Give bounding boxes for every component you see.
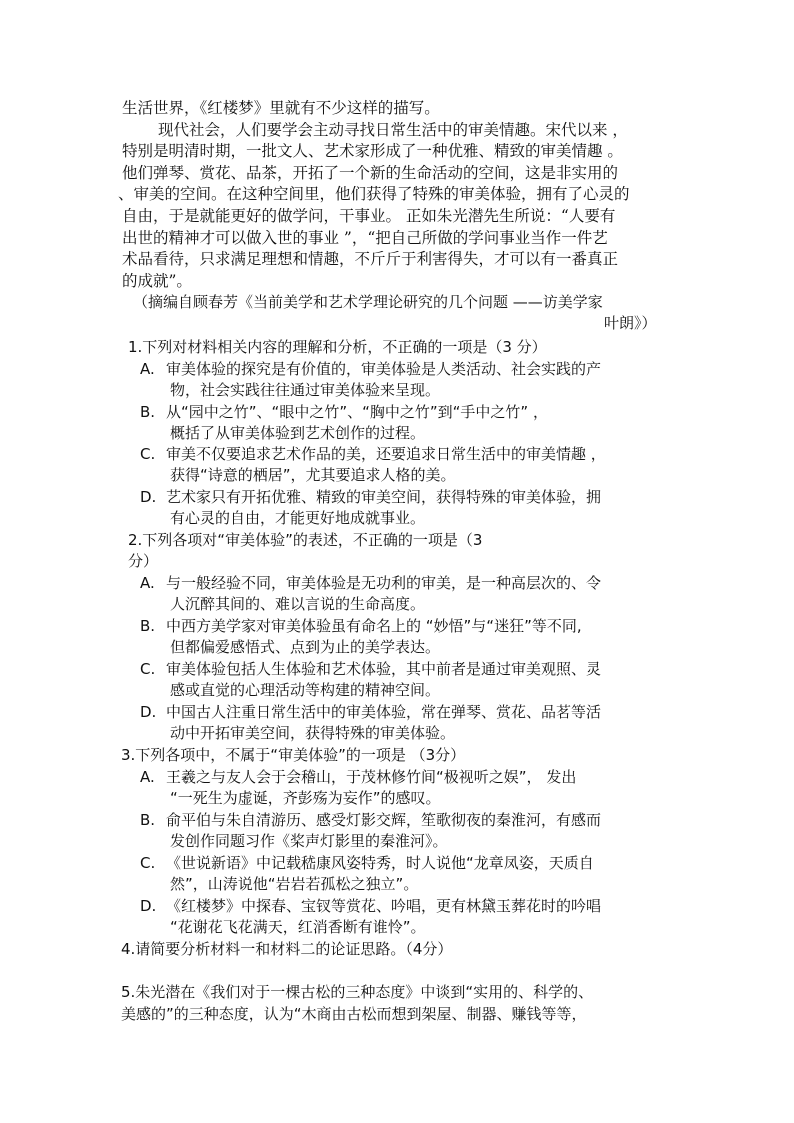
option-text: 发创作同题习作《桨声灯影里的秦淮河》。 [170,832,448,850]
option-letter: C. [140,854,156,872]
option-text: 中国古人注重日常生活中的审美体验，常在弹琴、赏花、品茗等活 [166,703,602,721]
option-letter: B. [140,403,156,421]
passage-line: 生活世界，《红楼梦》里就有不少这样的描写。 [122,99,440,117]
option-letter: A. [140,768,155,786]
option-text: 有心灵的自由，才能更好地成就事业。 [170,509,426,527]
option-text: 然”，山涛说他“岩岩若孤松之独立”。 [170,875,419,893]
option-text: 获得“诗意的栖居”，尤其要追求人格的美。 [170,466,456,484]
question-stem: 4.请简要分析材料一和材料二的论证思路。（4分） [121,940,453,958]
passage-line: 自由，于是就能更好的做学问，干事业。 正如朱光潜先生所说：“人要有 [122,207,616,225]
passage-line: 他们弹琴、赏花、品茶，开拓了一个新的生命活动的空间，这是非实用的 [122,164,619,182]
option-text: “一死生为虚诞，齐彭殇为妄作”的感叹。 [170,789,441,807]
question-stem: 2.下列各项对“审美体验”的表述，不正确的一项是（3 [128,531,483,549]
option-text: 俞平伯与朱自清游历、感受灯影交辉，笙歌彻夜的秦淮河，有感而 [166,811,602,829]
option-letter: A. [140,360,155,378]
passage-line: 术品看待，只求满足理想和情趣，不斤斤于利害得失，才可以有一番真正 [122,250,619,268]
option-text: 感或直觉的心理活动等构建的精神空间。 [170,681,441,699]
option-text: 物，社会实践往往通过审美体验来呈现。 [170,381,441,399]
question-stem: 3.下列各项中，不属于“审美体验”的一项是 （3分） [121,746,466,764]
option-text: 审美体验包括人生体验和艺术体验，其中前者是通过审美观照、灵 [166,660,602,678]
passage-line: 现代社会，人们要学会主动寻找日常生活中的审美情趣。宋代以来 ， [158,121,628,139]
question-stem: 1.下列对材料相关内容的理解和分析，不正确的一项是（3 分） [128,338,547,356]
passage-line: 、审美的空间。在这种空间里，他们获得了特殊的审美体验，拥有了心灵的 [118,185,630,203]
option-text: 概括了从审美体验到艺术创作的过程。 [170,424,426,442]
option-text: 《世说新语》中记载嵇康风姿特秀，时人说他“龙章凤姿，天质自 [166,854,594,872]
option-text: 与一般经验不同，审美体验是无功利的审美，是一种高层次的、令 [166,574,602,592]
question-stem: 5.朱光潜在《我们对于一棵古松的三种态度》中谈到“实用的、科学的、 [121,983,594,1001]
option-letter: D. [140,897,157,915]
option-text: 从“园中之竹”、“眼中之竹”、“胸中之竹”到“手中之竹” ， [166,403,548,421]
option-text: 中西方美学家对审美体验虽有命名上的 “妙悟”与“迷狂”等不同, [166,617,582,635]
source-citation: 叶朗》） [604,314,657,332]
option-text: “花谢花飞花满天，红消香断有谁怜”。 [170,918,426,936]
option-text: 动中开拓审美空间，获得特殊的审美体验。 [170,724,456,742]
option-text: 《红楼梦》中探春、宝钗等赏花、吟唱，更有林黛玉葬花时的吟唱 [166,897,602,915]
source-citation: （摘编自顾春芳《当前美学和艺术学理论研究的几个问题 ——访美学家 [133,293,603,311]
option-text: 艺术家只有开拓优雅、精致的审美空间，获得特殊的审美体验，拥 [166,488,602,506]
passage-line: 的成就”。 [122,272,192,290]
option-letter: B. [140,617,156,635]
passage-line: 出世的精神才可以做入世的事业 ”，“把自己所做的学问事业当作一件艺 [122,229,608,247]
option-text: 人沉醉其间的、难以言说的生命高度。 [170,595,426,613]
option-letter: C. [140,660,156,678]
option-letter: B. [140,811,156,829]
passage-line: 特别是明清时期，一批文人、艺术家形成了一种优雅、精致的审美情趣 。 [122,142,623,160]
option-text: 但都偏爱感悟式、点到为止的美学表达。 [170,638,441,656]
option-text: 审美体验的探究是有价值的，审美体验是人类活动、社会实践的产 [166,360,602,378]
option-text: 审美不仅要追求艺术作品的美，还要追求日常生活中的审美情趣 ， [166,445,606,463]
option-text: 王羲之与友人会于会稽山，于茂林修竹间“极视听之娱”， 发出 [166,768,577,786]
question-stem: 分） [128,552,159,570]
option-letter: A. [140,574,155,592]
option-letter: D. [140,488,157,506]
option-letter: C. [140,445,156,463]
question-stem: 美感的”的三种态度，认为“木商由古松而想到架屋、制器、赚钱等等， [121,1005,587,1023]
option-letter: D. [140,703,157,721]
